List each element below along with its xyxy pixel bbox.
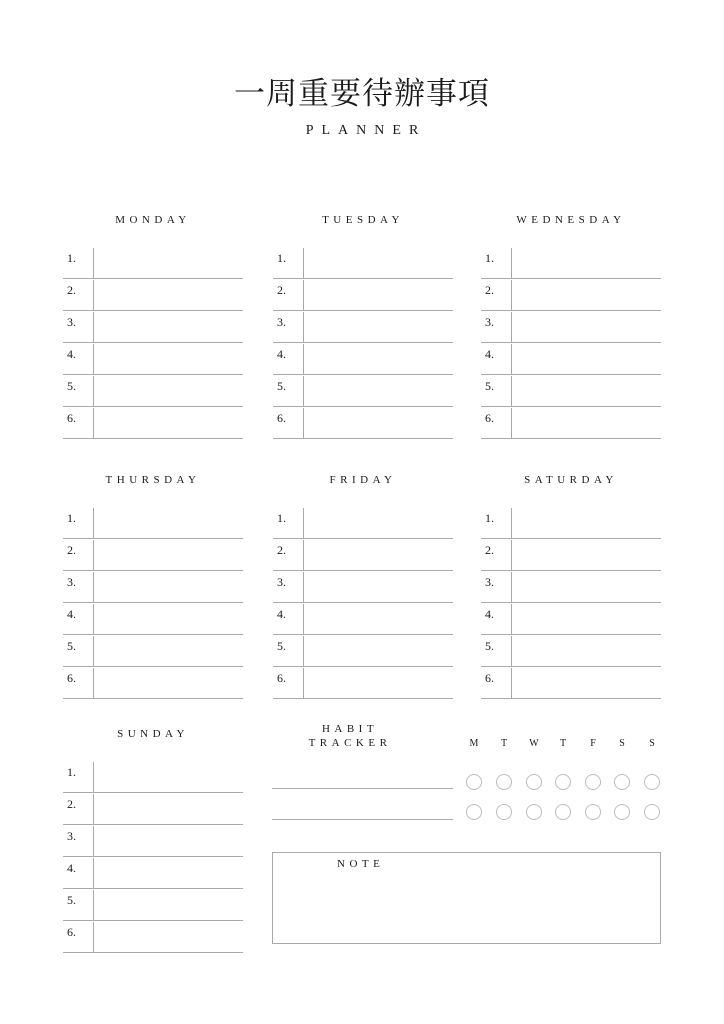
task-row[interactable] (481, 344, 661, 375)
habit-checkbox[interactable] (526, 804, 542, 820)
day-block-sunday (63, 726, 243, 953)
task-number: 2. (485, 283, 494, 297)
task-number: 4. (277, 347, 286, 361)
task-row[interactable] (273, 408, 453, 439)
task-row[interactable] (481, 248, 661, 279)
task-number: 6. (485, 671, 494, 685)
habit-checkbox[interactable] (496, 774, 512, 790)
task-number: 5. (277, 639, 286, 653)
task-number: 5. (485, 639, 494, 653)
task-row[interactable] (481, 508, 661, 539)
task-number: 2. (67, 797, 76, 811)
day-title: TUESDAY (322, 214, 404, 226)
task-row[interactable] (481, 668, 661, 699)
habit-checkbox[interactable] (555, 804, 571, 820)
habit-entry-line[interactable] (272, 788, 453, 789)
task-number: 6. (67, 411, 76, 425)
task-row[interactable] (273, 540, 453, 571)
task-row[interactable] (63, 572, 243, 603)
page-subtitle: PLANNER (305, 123, 427, 138)
habit-entry-line[interactable] (272, 819, 453, 820)
task-row[interactable] (63, 344, 243, 375)
task-number: 3. (485, 315, 494, 329)
task-row[interactable] (63, 604, 243, 635)
habit-day-labels (464, 738, 664, 752)
task-row[interactable] (63, 794, 243, 825)
task-number: 4. (67, 607, 76, 621)
task-number: 2. (485, 543, 494, 557)
note-box[interactable] (272, 852, 661, 944)
habit-checkbox[interactable] (585, 774, 601, 790)
task-number: 3. (485, 575, 494, 589)
task-number: 5. (277, 379, 286, 393)
task-row[interactable] (481, 636, 661, 667)
task-number: 5. (485, 379, 494, 393)
task-number: 6. (67, 925, 76, 939)
task-number: 4. (277, 607, 286, 621)
task-row[interactable] (63, 540, 243, 571)
task-row[interactable] (273, 508, 453, 539)
task-number: 5. (67, 379, 76, 393)
task-row[interactable] (63, 826, 243, 857)
task-number: 1. (485, 251, 494, 265)
task-row[interactable] (481, 376, 661, 407)
task-number: 4. (485, 607, 494, 621)
task-row[interactable] (273, 280, 453, 311)
task-number: 3. (67, 575, 76, 589)
task-number: 3. (67, 315, 76, 329)
task-row[interactable] (63, 890, 243, 921)
task-number: 2. (277, 543, 286, 557)
task-number: 2. (67, 283, 76, 297)
task-number: 5. (67, 893, 76, 907)
day-block-wednesday (481, 212, 661, 439)
task-number: 1. (67, 511, 76, 525)
habit-day-label: T (500, 738, 508, 749)
habit-checkbox[interactable] (466, 774, 482, 790)
task-row[interactable] (63, 376, 243, 407)
task-number: 1. (67, 251, 76, 265)
task-row[interactable] (481, 540, 661, 571)
habit-day-label: S (619, 738, 625, 749)
task-number: 1. (67, 765, 76, 779)
habit-checkbox[interactable] (466, 804, 482, 820)
habit-tracker-title (272, 722, 428, 750)
habit-day-label: S (649, 738, 655, 749)
task-number: 1. (277, 511, 286, 525)
task-number: 6. (277, 671, 286, 685)
task-row[interactable] (63, 312, 243, 343)
task-row[interactable] (273, 636, 453, 667)
task-row[interactable] (273, 604, 453, 635)
habit-day-label: F (590, 738, 596, 749)
task-number: 6. (485, 411, 494, 425)
task-number: 2. (67, 543, 76, 557)
task-row[interactable] (63, 508, 243, 539)
task-row[interactable] (273, 312, 453, 343)
day-title: FRIDAY (329, 474, 397, 486)
note-label: NOTE (337, 858, 385, 870)
day-block-monday (63, 212, 243, 439)
task-number: 5. (67, 639, 76, 653)
task-number: 4. (485, 347, 494, 361)
day-title: WEDNESDAY (516, 214, 626, 226)
task-row[interactable] (63, 858, 243, 889)
day-block-friday (273, 472, 453, 699)
task-row[interactable] (63, 280, 243, 311)
task-row[interactable] (273, 376, 453, 407)
habit-checkbox[interactable] (585, 804, 601, 820)
task-row[interactable] (63, 762, 243, 793)
habit-checkbox[interactable] (614, 804, 630, 820)
task-row[interactable] (63, 668, 243, 699)
day-block-saturday (481, 472, 661, 699)
task-row[interactable] (481, 604, 661, 635)
page-title: 一周重要待辦事項 (234, 76, 490, 112)
task-number: 2. (277, 283, 286, 297)
task-row[interactable] (273, 248, 453, 279)
task-row[interactable] (273, 668, 453, 699)
habit-title-line2: TRACKER (308, 737, 392, 749)
task-row[interactable] (273, 344, 453, 375)
habit-checkbox[interactable] (526, 774, 542, 790)
task-number: 3. (277, 575, 286, 589)
task-row[interactable] (481, 408, 661, 439)
task-number: 4. (67, 347, 76, 361)
task-row[interactable] (481, 312, 661, 343)
task-row[interactable] (481, 572, 661, 603)
habit-checkbox[interactable] (496, 804, 512, 820)
habit-checkbox[interactable] (555, 774, 571, 790)
task-number: 1. (485, 511, 494, 525)
day-block-thursday (63, 472, 243, 699)
task-number: 3. (67, 829, 76, 843)
habit-day-label: M (469, 738, 479, 749)
task-row[interactable] (273, 572, 453, 603)
day-block-tuesday (273, 212, 453, 439)
habit-checkbox[interactable] (644, 774, 660, 790)
habit-day-label: W (529, 738, 539, 749)
task-number: 3. (277, 315, 286, 329)
habit-checkbox[interactable] (644, 804, 660, 820)
task-row[interactable] (63, 922, 243, 953)
day-title: SUNDAY (117, 728, 189, 740)
task-number: 6. (67, 671, 76, 685)
habit-title-line1: HABIT (321, 723, 379, 735)
task-row[interactable] (63, 248, 243, 279)
task-row[interactable] (481, 280, 661, 311)
task-row[interactable] (63, 408, 243, 439)
day-title: MONDAY (115, 214, 191, 226)
habit-checkbox[interactable] (614, 774, 630, 790)
day-title: SATURDAY (524, 474, 618, 486)
day-title: THURSDAY (105, 474, 201, 486)
task-row[interactable] (63, 636, 243, 667)
task-number: 1. (277, 251, 286, 265)
habit-day-label: T (559, 738, 567, 749)
task-number: 4. (67, 861, 76, 875)
task-number: 6. (277, 411, 286, 425)
